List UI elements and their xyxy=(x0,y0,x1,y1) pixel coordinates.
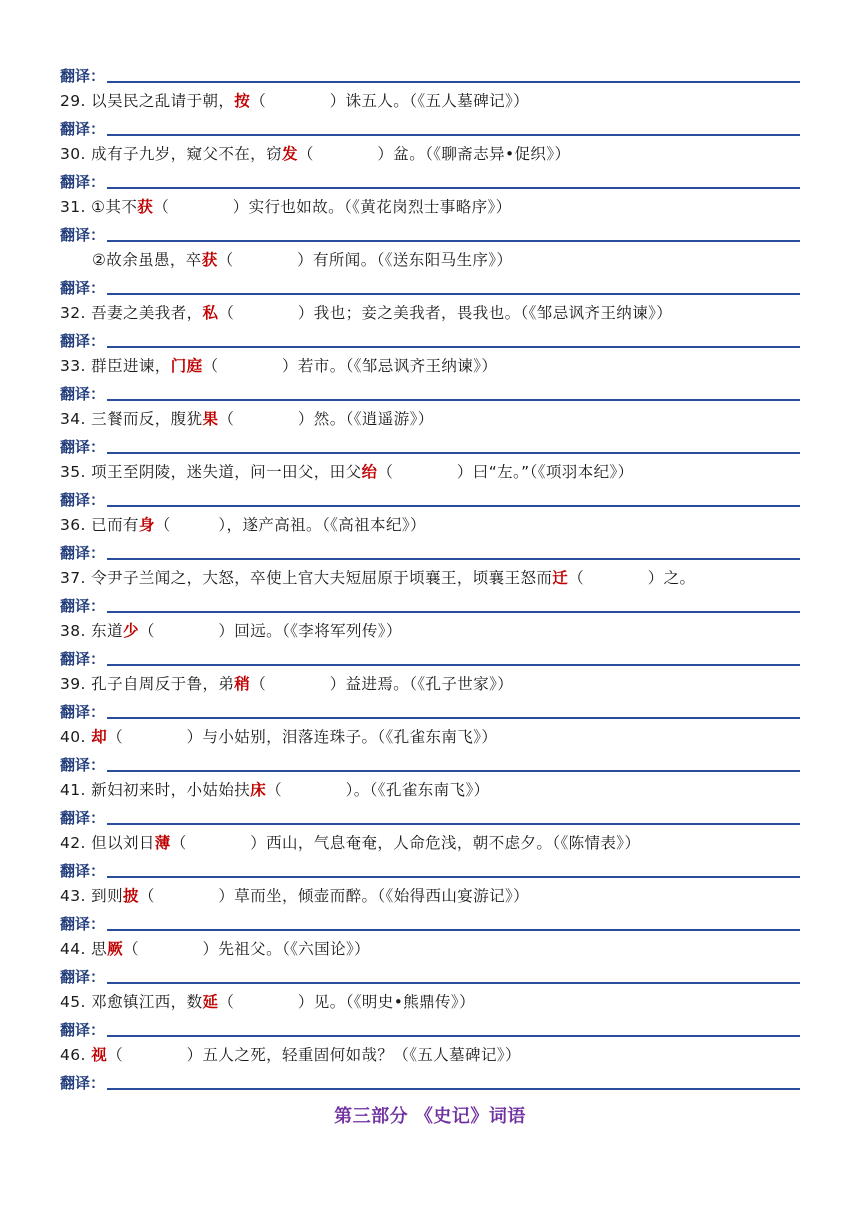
question-text: 33. 群臣进谏， xyxy=(60,357,171,375)
translation-label: 翻译： xyxy=(60,703,106,721)
question-text: 34. 三餐而反，腹犹 xyxy=(60,410,203,428)
translation-row xyxy=(60,166,800,192)
translation-row xyxy=(60,272,800,298)
translation-row xyxy=(60,696,800,722)
question-text-tail: （ ），遂产高祖。（《高祖本纪》） xyxy=(154,516,426,534)
translation-row xyxy=(60,643,800,669)
question-text: 43. 到则 xyxy=(60,887,123,905)
question-text-tail: （ ）若市。（《邹忌讽齐王纳谏》） xyxy=(202,357,498,375)
translation-label: 翻译： xyxy=(60,67,106,85)
translation-row xyxy=(60,325,800,351)
question-text: 46. xyxy=(60,1046,92,1064)
question-text: 41. 新妇初来时，小姑始扶 xyxy=(60,781,251,799)
question-text: 29. 以吴民之乱请于朝， xyxy=(60,92,235,110)
translation-blank[interactable] xyxy=(107,558,800,560)
translation-row xyxy=(60,60,800,86)
question-text: 36. 已而有 xyxy=(60,516,139,534)
keyword: 薄 xyxy=(154,834,171,852)
translation-row xyxy=(60,908,800,934)
keyword: 绐 xyxy=(361,463,378,481)
translation-blank[interactable] xyxy=(107,399,800,401)
translation-label: 翻译： xyxy=(60,968,106,986)
translation-blank[interactable] xyxy=(107,346,800,348)
keyword: 少 xyxy=(122,622,139,640)
translation-row xyxy=(60,113,800,139)
question-text-tail: （ ）有所闻。（《送东阳马生序》） xyxy=(217,251,513,269)
translation-label: 翻译： xyxy=(60,491,106,509)
translation-label: 翻译： xyxy=(60,332,106,350)
question-text-tail: （ ）与小姑别，泪落连珠子。（《孔雀东南飞》） xyxy=(107,728,498,746)
question-text: 30. 成有子九岁，窥父不在，窃 xyxy=(60,145,282,163)
question-text: 35. 项王至阴陵，迷失道，问一田父，田父 xyxy=(60,463,362,481)
keyword: 迁 xyxy=(552,569,569,587)
question-text-tail: （ ）见。（《明史•熊鼎传》） xyxy=(218,993,475,1011)
translation-row xyxy=(60,855,800,881)
translation-blank[interactable] xyxy=(107,134,800,136)
translation-label: 翻译： xyxy=(60,279,106,297)
translation-label: 翻译： xyxy=(60,1021,106,1039)
translation-blank[interactable] xyxy=(107,876,800,878)
question-text-tail: （ ）回远。（《李将军列传》） xyxy=(138,622,402,640)
question-text-tail: （ ）益进焉。（《孔子世家》） xyxy=(250,675,514,693)
translation-label: 翻译： xyxy=(60,650,106,668)
keyword: 厥 xyxy=(107,940,123,958)
translation-label: 翻译： xyxy=(60,173,106,191)
keyword: 床 xyxy=(250,781,267,799)
keyword: 门庭 xyxy=(170,357,203,375)
question-text-tail: （ ）西山，气息奄奄，人命危浅，朝不虑夕。（《陈情表》） xyxy=(170,834,641,852)
translation-row xyxy=(60,431,800,457)
question-text: 37. 令尹子兰闻之，大怒，卒使上官大夫短屈原于顷襄王，顷襄王怒而 xyxy=(60,569,553,587)
question-text-tail: （ ）我也；妾之美我者，畏我也。（《邹忌讽齐王纳谏》） xyxy=(218,304,673,322)
question-text-tail: （ ）草而坐，倾壶而醉。（《始得西山宴游记》） xyxy=(138,887,530,905)
translation-blank[interactable] xyxy=(107,664,800,666)
keyword: 获 xyxy=(201,251,218,269)
translation-blank[interactable] xyxy=(107,982,800,984)
keyword: 视 xyxy=(91,1046,108,1064)
translation-row xyxy=(60,537,800,563)
translation-label: 翻译： xyxy=(60,385,106,403)
question-text-tail: （ ）五人之死，轻重固何如哉？（《五人墓碑记》） xyxy=(107,1046,521,1064)
translation-blank[interactable] xyxy=(107,505,800,507)
translation-row xyxy=(60,749,800,775)
question-text-tail: （ ）先祖父。（《六国论》） xyxy=(122,940,371,958)
question-text: 38. 东道 xyxy=(60,622,123,640)
translation-label: 翻译： xyxy=(60,756,106,774)
translation-blank[interactable] xyxy=(107,293,800,295)
question-text: 39. 孔子自周反于鲁，弟 xyxy=(60,675,235,693)
translation-label: 翻译： xyxy=(60,226,106,244)
question-text-tail: （ ）诛五人。（《五人墓碑记》） xyxy=(250,92,530,110)
translation-blank[interactable] xyxy=(107,823,800,825)
translation-blank[interactable] xyxy=(107,81,800,83)
question-text-tail: （ ）曰“左。”（《项羽本纪》） xyxy=(377,463,634,481)
translation-label: 翻译： xyxy=(60,120,106,138)
question-text: 44. 思 xyxy=(60,940,108,958)
translation-label: 翻译： xyxy=(60,438,106,456)
translation-row xyxy=(60,590,800,616)
translation-row xyxy=(60,802,800,828)
translation-blank[interactable] xyxy=(107,187,800,189)
translation-label: 翻译： xyxy=(60,544,106,562)
question-text-tail: （ ）。（《孔雀东南飞》） xyxy=(266,781,490,799)
translation-blank[interactable] xyxy=(107,717,800,719)
translation-label: 翻译： xyxy=(60,809,106,827)
question-text: 31. ①其不 xyxy=(60,198,138,216)
keyword: 身 xyxy=(138,516,155,534)
keyword: 果 xyxy=(202,410,219,428)
translation-row xyxy=(60,378,800,404)
translation-blank[interactable] xyxy=(107,770,800,772)
translation-label: 翻译： xyxy=(60,1074,106,1092)
keyword: 获 xyxy=(137,198,154,216)
translation-blank[interactable] xyxy=(107,240,800,242)
question-text: 32. 吾妻之美我者， xyxy=(60,304,203,322)
question-text-tail: （ ）之。 xyxy=(568,569,696,587)
translation-label: 翻译： xyxy=(60,915,106,933)
translation-row xyxy=(60,961,800,987)
translation-blank[interactable] xyxy=(107,1088,800,1090)
keyword: 延 xyxy=(202,993,219,1011)
translation-blank[interactable] xyxy=(107,611,800,613)
question-text: 45. 邓愈镇江西，数 xyxy=(60,993,203,1011)
translation-blank[interactable] xyxy=(107,452,800,454)
translation-label: 翻译： xyxy=(60,862,106,880)
translation-row xyxy=(60,1014,800,1040)
keyword: 稍 xyxy=(234,675,251,693)
translation-blank[interactable] xyxy=(107,929,800,931)
translation-row xyxy=(60,484,800,510)
section-title: 第三部分 《史记》词语 xyxy=(334,1106,526,1127)
question-text: 40. xyxy=(60,728,92,746)
question-text: 42. 但以刘日 xyxy=(60,834,155,852)
question-text: ②故余虽愚，卒 xyxy=(92,251,202,269)
keyword: 披 xyxy=(122,887,139,905)
question-text-tail: （ ）盆。（《聊斋志异•促织》） xyxy=(297,145,571,163)
keyword: 发 xyxy=(281,145,298,163)
keyword: 按 xyxy=(234,92,251,110)
question-text-tail: （ ）然。（《逍遥游》） xyxy=(218,410,434,428)
question-text-tail: （ ）实行也如故。（《黄花岗烈士事略序》） xyxy=(153,198,512,216)
keyword: 私 xyxy=(202,304,219,322)
translation-blank[interactable] xyxy=(107,1035,800,1037)
translation-label: 翻译： xyxy=(60,597,106,615)
keyword: 却 xyxy=(91,728,108,746)
translation-row xyxy=(60,1067,800,1093)
translation-row xyxy=(60,219,800,245)
